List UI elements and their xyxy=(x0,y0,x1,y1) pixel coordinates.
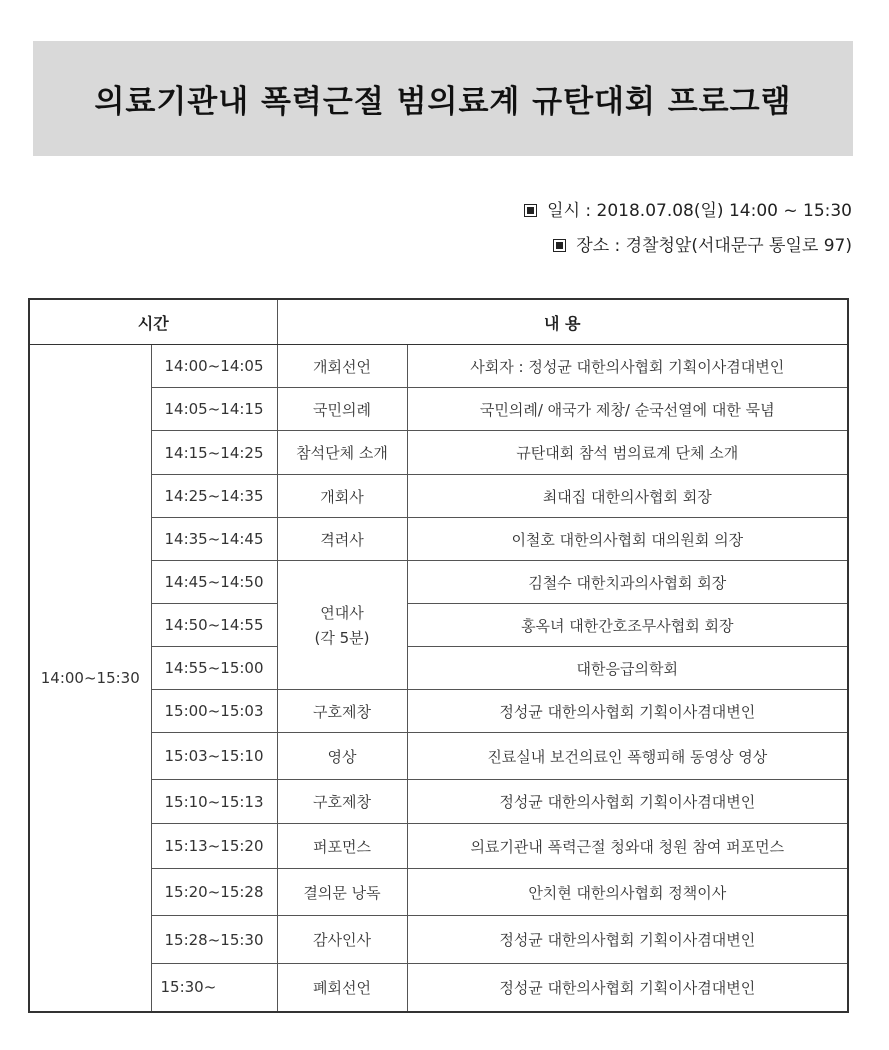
header-time: 시간 xyxy=(29,299,277,345)
table-row xyxy=(29,518,848,561)
row-item: 영상 xyxy=(277,733,407,780)
row-item: 결의문 낭독 xyxy=(277,869,407,916)
row-detail: 최대집 대한의사협회 회장 xyxy=(407,475,848,518)
row-item: 참석단체 소개 xyxy=(277,431,407,475)
row-time: 15:00~15:03 xyxy=(151,690,277,733)
row-detail: 사회자 : 정성균 대한의사협회 기획이사겸대변인 xyxy=(407,345,848,388)
row-time: 15:30~ xyxy=(151,964,277,1012)
row-detail: 국민의례/ 애국가 제창/ 순국선열에 대한 묵념 xyxy=(407,388,848,431)
row-detail: 진료실내 보건의료인 폭행피해 동영상 영상 xyxy=(407,733,848,780)
overall-time: 14:00~15:30 xyxy=(29,345,151,1012)
row-detail: 정성균 대한의사협회 기획이사겸대변인 xyxy=(407,964,848,1012)
row-item: 개회선언 xyxy=(277,345,407,388)
row-time: 15:13~15:20 xyxy=(151,824,277,869)
row-time: 15:20~15:28 xyxy=(151,869,277,916)
row-detail: 규탄대회 참석 범의료계 단체 소개 xyxy=(407,431,848,475)
row-time: 15:28~15:30 xyxy=(151,916,277,964)
row-detail: 정성균 대한의사협회 기획이사겸대변인 xyxy=(407,780,848,824)
row-time: 14:50~14:55 xyxy=(151,604,277,647)
schedule-table xyxy=(28,298,849,1013)
row-detail: 홍옥녀 대한간호조무사협회 회장 xyxy=(407,604,848,647)
header-content: 내 용 xyxy=(277,299,848,345)
row-detail: 정성균 대한의사협회 기획이사겸대변인 xyxy=(407,916,848,964)
row-item: 국민의례 xyxy=(277,388,407,431)
row-item: 감사인사 xyxy=(277,916,407,964)
row-item-sub: (각 5분) xyxy=(314,629,370,647)
square-bullet-icon xyxy=(524,204,537,217)
table-row xyxy=(29,964,848,1012)
square-bullet-icon xyxy=(553,239,566,252)
event-date-text: 일시 : 2018.07.08(일) 14:00 ~ 15:30 xyxy=(547,201,852,221)
table-row xyxy=(29,869,848,916)
table-row xyxy=(29,431,848,475)
page-title: 의료기관내 폭력근절 범의료계 규탄대회 프로그램 xyxy=(94,84,792,120)
table-row xyxy=(29,561,848,604)
row-detail: 대한응급의학회 xyxy=(407,647,848,690)
event-place-text: 장소 : 경찰청앞(서대문구 통일로 97) xyxy=(576,236,852,256)
table-row xyxy=(29,824,848,869)
row-detail: 정성균 대한의사협회 기획이사겸대변인 xyxy=(407,690,848,733)
row-time: 14:15~14:25 xyxy=(151,431,277,475)
table-row xyxy=(29,780,848,824)
table-row xyxy=(29,388,848,431)
row-time: 14:55~15:00 xyxy=(151,647,277,690)
table-row xyxy=(29,345,848,388)
row-detail: 의료기관내 폭력근절 청와대 청원 참여 퍼포먼스 xyxy=(407,824,848,869)
table-row xyxy=(29,475,848,518)
row-time: 14:00~14:05 xyxy=(151,345,277,388)
row-detail: 안치현 대한의사협회 정책이사 xyxy=(407,869,848,916)
table-header-row xyxy=(29,299,848,345)
row-item: 구호제창 xyxy=(277,780,407,824)
event-date xyxy=(524,196,852,221)
row-time: 15:10~15:13 xyxy=(151,780,277,824)
row-item: 연대사 xyxy=(320,604,364,622)
table-row xyxy=(29,647,848,690)
row-time: 14:05~14:15 xyxy=(151,388,277,431)
row-item: 구호제창 xyxy=(277,690,407,733)
row-detail: 김철수 대한치과의사협회 회장 xyxy=(407,561,848,604)
row-item: 폐회선언 xyxy=(277,964,407,1012)
title-banner xyxy=(33,41,853,156)
row-time: 15:03~15:10 xyxy=(151,733,277,780)
event-place xyxy=(553,231,852,256)
table-row xyxy=(29,604,848,647)
row-item: 개회사 xyxy=(277,475,407,518)
row-time: 14:35~14:45 xyxy=(151,518,277,561)
table-row xyxy=(29,916,848,964)
table-row xyxy=(29,733,848,780)
table-row xyxy=(29,690,848,733)
row-time: 14:25~14:35 xyxy=(151,475,277,518)
row-item-merged xyxy=(277,561,407,690)
row-item: 격려사 xyxy=(277,518,407,561)
row-detail: 이철호 대한의사협회 대의원회 의장 xyxy=(407,518,848,561)
row-item: 퍼포먼스 xyxy=(277,824,407,869)
row-time: 14:45~14:50 xyxy=(151,561,277,604)
